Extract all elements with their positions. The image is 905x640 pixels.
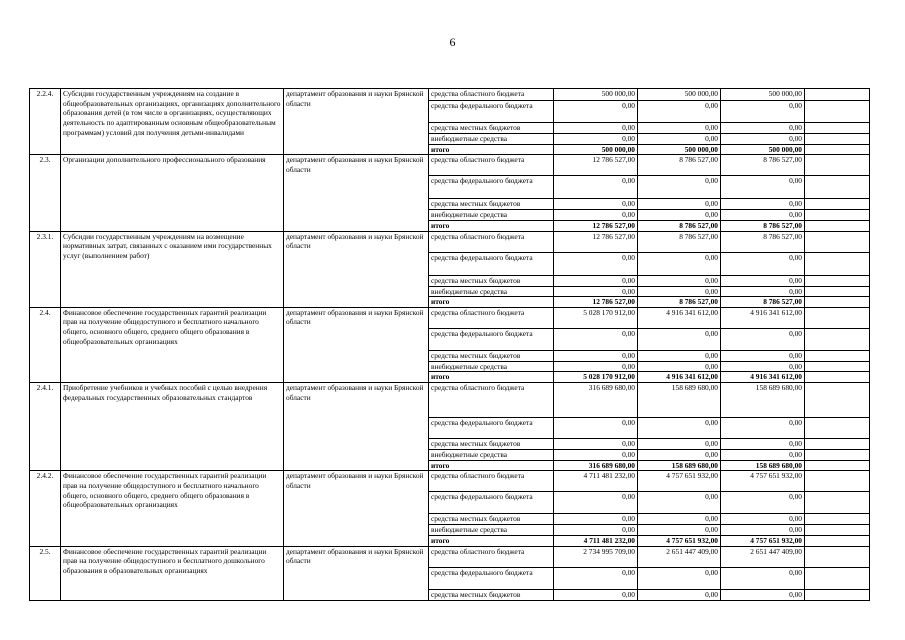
row-executor: департамент образования и науки Брянской области [284,383,429,471]
amount-cell: 0,00 [721,176,805,199]
row-executor: департамент образования и науки Брянской области [284,155,429,231]
amount-cell: 0,00 [554,361,638,372]
empty-cell [805,155,870,176]
table-row [30,471,870,492]
amount-cell: 0,00 [721,567,805,589]
amount-cell: 0,00 [721,514,805,525]
amount-cell: 0,00 [638,252,721,275]
amount-cell: 0,00 [721,450,805,461]
amount-cell: 0,00 [638,328,721,350]
funding-source-label: средства местных бюджетов [429,123,554,134]
funding-source-label: средства местных бюджетов [429,275,554,286]
amount-cell: 0,00 [721,492,805,514]
empty-cell [805,589,870,600]
empty-cell [805,231,870,252]
funding-source-label: средства федерального бюджета [429,418,554,439]
table-row [30,155,870,176]
row-executor: департамент образования и науки Брянской области [284,546,429,600]
amount-cell: 0,00 [638,439,721,450]
empty-cell [805,350,870,361]
amount-cell: 4 916 341 612,00 [638,372,721,383]
empty-cell [805,372,870,383]
amount-cell: 0,00 [554,123,638,134]
amount-cell: 0,00 [638,101,721,123]
table-row [30,89,870,101]
amount-cell: 0,00 [554,286,638,297]
amount-cell: 2 651 447 409,00 [638,546,721,567]
empty-cell [805,439,870,450]
amount-cell: 0,00 [721,361,805,372]
funding-source-label: внебюджетные средства [429,361,554,372]
amount-cell: 0,00 [721,286,805,297]
funding-source-label: средства местных бюджетов [429,514,554,525]
amount-cell: 0,00 [554,418,638,439]
amount-cell: 0,00 [721,439,805,450]
amount-cell: 500 000,00 [554,89,638,101]
empty-cell [805,275,870,286]
funding-source-label: итого [429,535,554,546]
empty-cell [805,492,870,514]
amount-cell: 0,00 [638,567,721,589]
funding-source-label: средства федерального бюджета [429,176,554,199]
empty-cell [805,220,870,231]
amount-cell: 8 786 527,00 [638,231,721,252]
amount-cell: 0,00 [554,525,638,536]
funding-source-label: внебюджетные средства [429,525,554,536]
amount-cell: 0,00 [554,275,638,286]
row-code: 2.3. [30,155,61,231]
amount-cell: 8 786 527,00 [638,297,721,308]
funding-source-label: итого [429,372,554,383]
amount-cell: 0,00 [638,123,721,134]
empty-cell [805,123,870,134]
amount-cell: 0,00 [638,514,721,525]
row-executor: департамент образования и науки Брянской области [284,89,429,155]
amount-cell: 0,00 [554,350,638,361]
amount-cell: 0,00 [638,525,721,536]
row-code: 2.4. [30,307,61,382]
budget-table [29,88,870,601]
amount-cell: 500 000,00 [721,144,805,155]
amount-cell: 4 757 651 932,00 [638,471,721,492]
amount-cell: 0,00 [554,252,638,275]
funding-source-label: внебюджетные средства [429,450,554,461]
funding-source-label: средства областного бюджета [429,89,554,101]
amount-cell: 5 028 170 912,00 [554,372,638,383]
amount-cell: 0,00 [638,134,721,145]
amount-cell: 2 734 995 709,00 [554,546,638,567]
amount-cell: 2 651 447 409,00 [721,546,805,567]
empty-cell [805,361,870,372]
amount-cell: 0,00 [554,134,638,145]
amount-cell: 8 786 527,00 [721,231,805,252]
table-row [30,383,870,418]
amount-cell: 0,00 [721,525,805,536]
amount-cell: 8 786 527,00 [721,155,805,176]
amount-cell: 0,00 [721,418,805,439]
empty-cell [805,286,870,297]
page-number: 6 [449,35,456,49]
funding-source-label: внебюджетные средства [429,210,554,221]
amount-cell: 0,00 [554,567,638,589]
amount-cell: 500 000,00 [638,89,721,101]
amount-cell: 0,00 [721,210,805,221]
funding-source-label: средства местных бюджетов [429,199,554,210]
funding-source-label: средства федерального бюджета [429,328,554,350]
funding-source-label: средства федерального бюджета [429,567,554,589]
amount-cell: 0,00 [638,450,721,461]
amount-cell: 0,00 [721,199,805,210]
amount-cell: 158 689 680,00 [721,460,805,471]
empty-cell [805,252,870,275]
table-row [30,307,870,328]
row-executor: департамент образования и науки Брянской области [284,307,429,382]
funding-source-label: средства областного бюджета [429,471,554,492]
funding-source-label: внебюджетные средства [429,134,554,145]
row-name: Приобретение учебников и учебных пособий с целью внедрения федеральных государственных образовательных стандартов [61,383,284,471]
amount-cell: 0,00 [638,492,721,514]
amount-cell: 0,00 [638,286,721,297]
amount-cell: 316 689 680,00 [554,383,638,418]
table-row [30,231,870,252]
empty-cell [805,199,870,210]
amount-cell: 0,00 [554,328,638,350]
amount-cell: 4 916 341 612,00 [721,372,805,383]
funding-source-label: итого [429,220,554,231]
empty-cell [805,450,870,461]
amount-cell: 158 689 680,00 [638,460,721,471]
amount-cell: 0,00 [721,101,805,123]
funding-source-label: средства областного бюджета [429,383,554,418]
empty-cell [805,460,870,471]
amount-cell: 0,00 [721,275,805,286]
row-code: 2.5. [30,546,61,600]
funding-source-label: средства областного бюджета [429,155,554,176]
empty-cell [805,134,870,145]
amount-cell: 4 757 651 932,00 [721,471,805,492]
amount-cell: 4 916 341 612,00 [638,307,721,328]
amount-cell: 0,00 [638,589,721,600]
amount-cell: 4 916 341 612,00 [721,307,805,328]
empty-cell [805,307,870,328]
empty-cell [805,546,870,567]
funding-source-label: средства федерального бюджета [429,492,554,514]
amount-cell: 0,00 [638,275,721,286]
amount-cell: 4 757 651 932,00 [721,535,805,546]
row-code: 2.4.2. [30,471,61,546]
amount-cell: 4 711 481 232,00 [554,471,638,492]
funding-source-label: итого [429,297,554,308]
row-code: 2.4.1. [30,383,61,471]
row-name: Субсидии государственным учреждениям на возмещение нормативных затрат, связанных с оказанием ими государственных услуг (выполнением работ) [61,231,284,307]
funding-source-label: средства федерального бюджета [429,252,554,275]
row-name: Финансовое обеспечение государственных гарантий реализации прав на получение общедоступного и бесплатного начального общего, основного общего, среднего общего образования в общеобразовательных организациях [61,471,284,546]
funding-source-label: средства местных бюджетов [429,350,554,361]
empty-cell [805,514,870,525]
amount-cell: 0,00 [721,350,805,361]
empty-cell [805,144,870,155]
amount-cell: 0,00 [721,252,805,275]
amount-cell: 8 786 527,00 [638,220,721,231]
amount-cell: 0,00 [721,134,805,145]
funding-source-label: средства областного бюджета [429,546,554,567]
amount-cell: 158 689 680,00 [721,383,805,418]
empty-cell [805,89,870,101]
amount-cell: 0,00 [638,199,721,210]
amount-cell: 12 786 527,00 [554,231,638,252]
amount-cell: 500 000,00 [721,89,805,101]
amount-cell: 0,00 [638,210,721,221]
table-row [30,546,870,567]
row-executor: департамент образования и науки Брянской области [284,471,429,546]
empty-cell [805,328,870,350]
empty-cell [805,535,870,546]
row-code: 2.3.1. [30,231,61,307]
funding-source-label: средства областного бюджета [429,231,554,252]
amount-cell: 0,00 [721,589,805,600]
amount-cell: 4 711 481 232,00 [554,535,638,546]
amount-cell: 0,00 [638,418,721,439]
amount-cell: 12 786 527,00 [554,155,638,176]
amount-cell: 316 689 680,00 [554,460,638,471]
amount-cell: 5 028 170 912,00 [554,307,638,328]
amount-cell: 0,00 [638,350,721,361]
amount-cell: 0,00 [554,589,638,600]
empty-cell [805,297,870,308]
amount-cell: 0,00 [554,199,638,210]
empty-cell [805,176,870,199]
amount-cell: 8 786 527,00 [638,155,721,176]
amount-cell: 500 000,00 [638,144,721,155]
empty-cell [805,418,870,439]
amount-cell: 0,00 [638,176,721,199]
funding-source-label: средства федерального бюджета [429,101,554,123]
amount-cell: 0,00 [554,439,638,450]
amount-cell: 158 689 680,00 [638,383,721,418]
funding-source-label: средства местных бюджетов [429,589,554,600]
row-name: Организации дополнительного профессионального образования [61,155,284,231]
amount-cell: 0,00 [721,328,805,350]
amount-cell: 0,00 [721,123,805,134]
amount-cell: 4 757 651 932,00 [638,535,721,546]
row-name: Субсидии государственным учреждениям на создание в общеобразовательных организациях, организациях дополнительного образования детей (в том числе в организациях, осуществляющих деятельность по адаптированным основным общеобразовательным программам) условий для получения детьми-инвалидами [61,89,284,155]
row-name: Финансовое обеспечение государственных гарантий реализации прав на получение общедоступного и бесплатного начального общего, основного общего, среднего общего образования в общеобразовательных организациях [61,307,284,382]
funding-source-label: итого [429,144,554,155]
row-code: 2.2.4. [30,89,61,155]
empty-cell [805,525,870,536]
amount-cell: 12 786 527,00 [554,297,638,308]
empty-cell [805,567,870,589]
empty-cell [805,471,870,492]
empty-cell [805,101,870,123]
amount-cell: 8 786 527,00 [721,220,805,231]
amount-cell: 500 000,00 [554,144,638,155]
amount-cell: 0,00 [554,101,638,123]
amount-cell: 12 786 527,00 [554,220,638,231]
funding-source-label: итого [429,460,554,471]
amount-cell: 0,00 [554,492,638,514]
row-name: Финансовое обеспечение государственных гарантий реализации прав на получение общедоступного и бесплатного дошкольного образования в образовательных организациях [61,546,284,600]
amount-cell: 0,00 [554,176,638,199]
row-executor: департамент образования и науки Брянской области [284,231,429,307]
funding-source-label: средства областного бюджета [429,307,554,328]
amount-cell: 0,00 [554,210,638,221]
amount-cell: 0,00 [638,361,721,372]
amount-cell: 8 786 527,00 [721,297,805,308]
funding-source-label: средства местных бюджетов [429,439,554,450]
amount-cell: 0,00 [554,450,638,461]
amount-cell: 0,00 [554,514,638,525]
funding-source-label: внебюджетные средства [429,286,554,297]
empty-cell [805,383,870,418]
empty-cell [805,210,870,221]
